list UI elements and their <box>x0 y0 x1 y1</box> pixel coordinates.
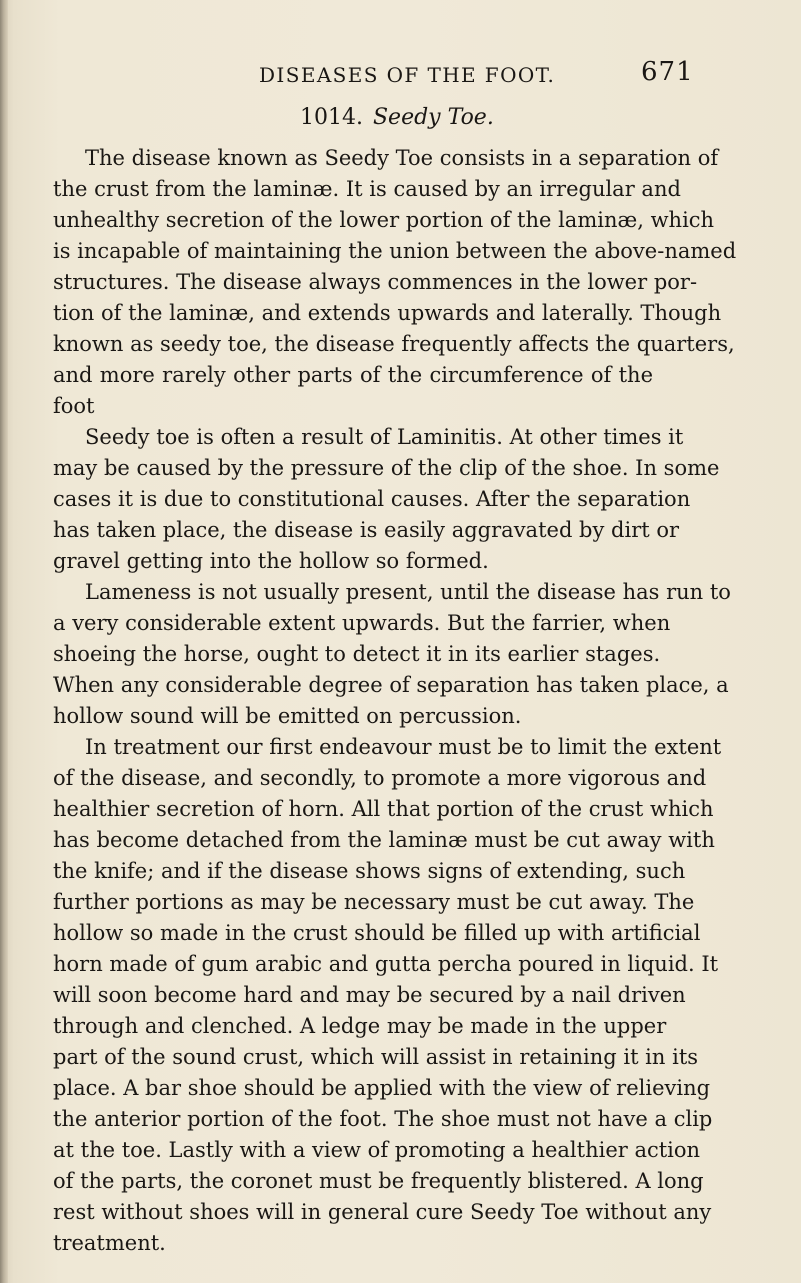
text-line: of the parts, the coronet must be frequently blistered. A long <box>53 1169 704 1193</box>
text-line: hollow so made in the crust should be filled up with artificial <box>53 921 701 945</box>
running-title: DISEASES OF THE FOOT. <box>259 63 556 87</box>
text-line: at the toe. Lastly with a view of promoting a healthier action <box>53 1138 701 1162</box>
text-line: structures. The disease always commences in the lower por- <box>53 270 698 294</box>
text-line: Lameness is not usually present, until the disease has run to <box>85 580 731 604</box>
text-line: cases it is due to constitutional causes. After the separation <box>53 487 691 511</box>
text-line: unhealthy secretion of the lower portion of the laminæ, which <box>53 208 715 232</box>
text-line: The disease known as Seedy Toe consists in a separation of <box>85 146 719 170</box>
text-line: will soon become hard and may be secured by a nail driven <box>53 983 686 1007</box>
text-line: When any considerable degree of separation has taken place, a <box>53 673 729 697</box>
text-line: shoeing the horse, ought to detect it in its earlier stages. <box>53 642 661 666</box>
text-line: Seedy toe is often a result of Laminitis. At other times it <box>85 425 684 449</box>
text-line: has taken place, the disease is easily aggravated by dirt or <box>53 518 680 542</box>
text-line: hollow sound will be emitted on percussion. <box>53 704 522 728</box>
text-line: horn made of gum arabic and gutta percha poured in liquid. It <box>53 952 719 976</box>
text-line: the knife; and if the disease shows signs of extending, such <box>53 859 686 883</box>
text-line: In treatment our first endeavour must be to limit the extent <box>85 735 722 759</box>
text-line: place. A bar shoe should be applied with the view of relieving <box>53 1076 711 1100</box>
article-number: 1014. <box>300 105 363 130</box>
text-line: healthier secretion of horn. All that portion of the crust which <box>53 797 714 821</box>
body-text <box>53 143 737 1259</box>
text-line: part of the sound crust, which will assist in retaining it in its <box>53 1045 699 1069</box>
article-title: Seedy Toe. <box>372 105 494 130</box>
page-gutter <box>0 0 8 1283</box>
text-line: rest without shoes will in general cure Seedy Toe without any <box>53 1200 712 1224</box>
text-line: treatment. <box>53 1231 166 1255</box>
text-line: and more rarely other parts of the circumference of the <box>53 363 653 387</box>
text-line: has become detached from the laminæ must be cut away with <box>53 828 715 852</box>
article-heading <box>300 105 494 130</box>
text-line: of the disease, and secondly, to promote a more vigorous and <box>53 766 707 790</box>
text-line: the crust from the laminæ. It is caused by an irregular and <box>53 177 681 201</box>
page-number: 671 <box>641 57 694 87</box>
text-line: gravel getting into the hollow so formed. <box>53 549 489 573</box>
text-line: foot <box>53 394 95 418</box>
text-line: known as seedy toe, the disease frequently affects the quarters, <box>53 332 735 356</box>
text-line: further portions as may be necessary must be cut away. The <box>53 890 695 914</box>
text-line: tion of the laminæ, and extends upwards and laterally. Though <box>53 301 722 325</box>
running-head <box>0 57 801 91</box>
text-line: the anterior portion of the foot. The shoe must not have a clip <box>53 1107 713 1131</box>
text-line: may be caused by the pressure of the clip of the shoe. In some <box>53 456 720 480</box>
text-line: is incapable of maintaining the union between the above-named <box>53 239 737 263</box>
text-line: a very considerable extent upwards. But the farrier, when <box>53 611 671 635</box>
text-line: through and clenched. A ledge may be made in the upper <box>53 1014 667 1038</box>
